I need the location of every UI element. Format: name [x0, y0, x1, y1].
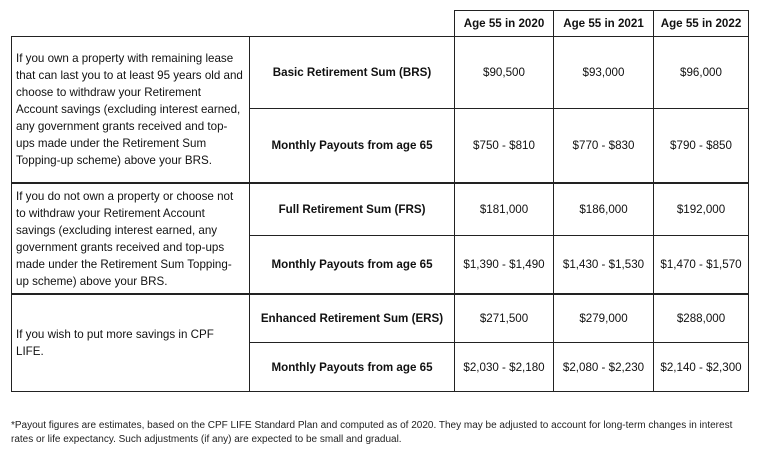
cell-brs-2022: $96,000	[654, 37, 749, 109]
cell-brs-2021: $93,000	[554, 37, 654, 109]
cell-ers-2021: $279,000	[554, 294, 654, 343]
cell-frs-payout-2021: $1,430 - $1,530	[554, 236, 654, 295]
cell-frs-payout-2022: $1,470 - $1,570	[654, 236, 749, 295]
payout-footnote: *Payout figures are estimates, based on the CPF LIFE Standard Plan and computed as of 2020. They may be adjusted to account for long-term changes in interest rates or life expectancy. Such adjustments (if any) are expected to be small and gradual.	[11, 420, 733, 445]
header-2020: Age 55 in 2020	[455, 11, 554, 37]
cell-frs-2022: $192,000	[654, 183, 749, 236]
row-label-brs: Basic Retirement Sum (BRS)	[250, 37, 455, 109]
cell-ers-payout-2022: $2,140 - $2,300	[654, 343, 749, 392]
cell-ers-payout-2021: $2,080 - $2,230	[554, 343, 654, 392]
table-row-frs	[12, 183, 749, 236]
cell-ers-2020: $271,500	[455, 294, 554, 343]
table-row-ers	[12, 294, 749, 343]
table-row-brs	[12, 37, 749, 109]
header-2021: Age 55 in 2021	[554, 11, 654, 37]
condition-no-property: If you do not own a property or choose not to withdraw your Retirement Account savings (excluding interest earned, any government grants received and top-ups made under the Retirement Sum Topping-up scheme) above your BRS.	[12, 183, 250, 294]
condition-more-savings: If you wish to put more savings in CPF LIFE.	[12, 294, 250, 392]
cell-brs-payout-2022: $790 - $850	[654, 109, 749, 184]
cell-ers-2022: $288,000	[654, 294, 749, 343]
header-blank	[12, 11, 455, 37]
cell-frs-2020: $181,000	[455, 183, 554, 236]
row-label-ers-payouts: Monthly Payouts from age 65	[250, 343, 455, 392]
row-label-ers: Enhanced Retirement Sum (ERS)	[250, 294, 455, 343]
cell-frs-payout-2020: $1,390 - $1,490	[455, 236, 554, 295]
header-row	[12, 11, 749, 37]
row-label-brs-payouts: Monthly Payouts from age 65	[250, 109, 455, 184]
row-label-frs-payouts: Monthly Payouts from age 65	[250, 236, 455, 295]
row-label-frs: Full Retirement Sum (FRS)	[250, 183, 455, 236]
condition-property-owner: If you own a property with remaining lease that can last you to at least 95 years old and choose to withdraw your Retirement Account savings (excluding interest earned, any government grants received and top-ups made under the Retirement Sum Topping-up scheme) above your BRS.	[12, 37, 250, 184]
header-2022: Age 55 in 2022	[654, 11, 749, 37]
cell-ers-payout-2020: $2,030 - $2,180	[455, 343, 554, 392]
cell-brs-2020: $90,500	[455, 37, 554, 109]
cell-brs-payout-2021: $770 - $830	[554, 109, 654, 184]
cell-frs-2021: $186,000	[554, 183, 654, 236]
retirement-sum-table	[11, 10, 749, 392]
cell-brs-payout-2020: $750 - $810	[455, 109, 554, 184]
